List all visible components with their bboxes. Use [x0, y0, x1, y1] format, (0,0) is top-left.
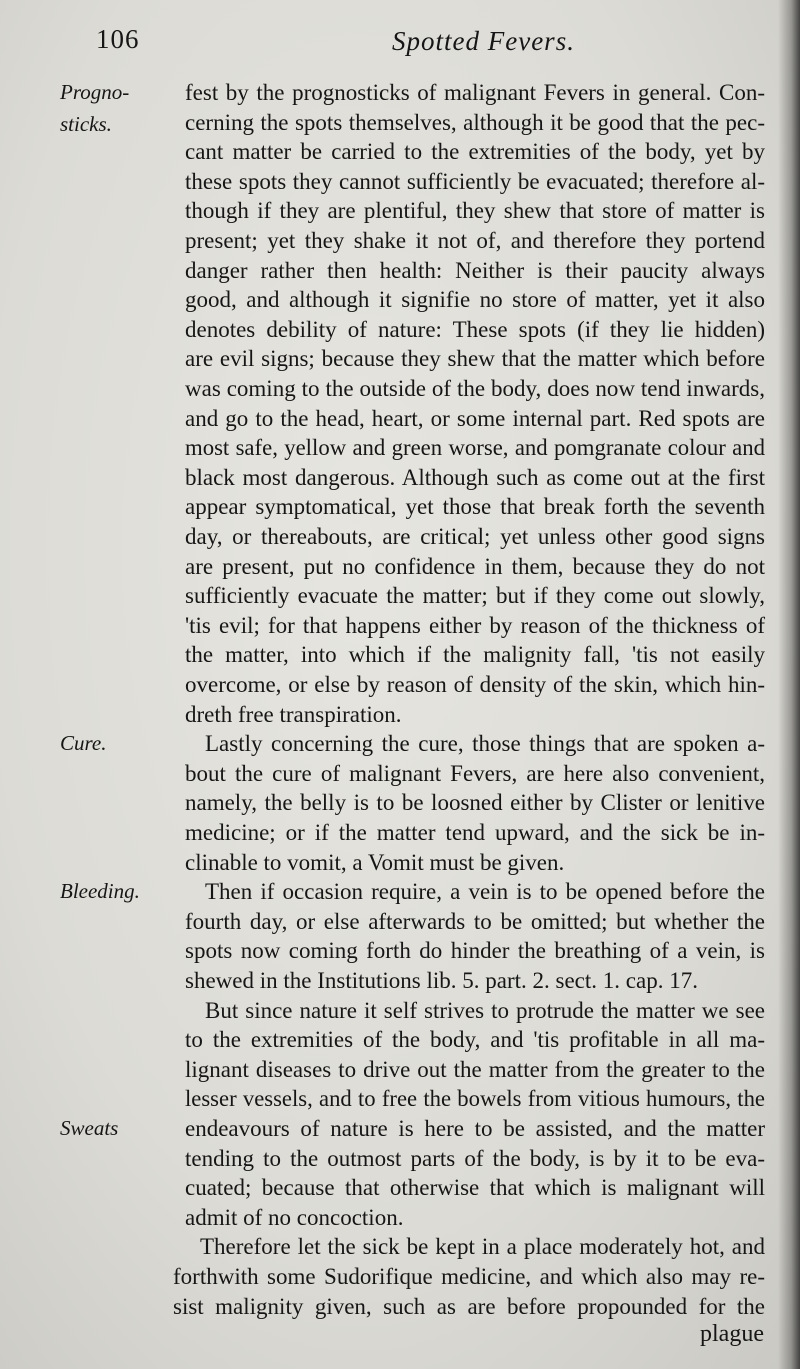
text-line: namely, the belly is to be loosned either by Clister or lenitive	[185, 790, 765, 816]
text-line: are present, put no confidence in them, because they do not	[185, 553, 765, 579]
text-line: Then if occasion require, a vein is to be opened before the	[205, 879, 765, 905]
page-header	[0, 24, 800, 64]
text-line: denotes debility of nature: These spots (if they lie hidden)	[185, 316, 765, 342]
text-line: sufficiently evacuate the matter; but if they come out slowly,	[185, 583, 765, 609]
page-edge-shadow	[778, 0, 800, 1369]
text-line: shewed in the Institutions lib. 5. part. 2. sect. 1. cap. 17.	[185, 968, 698, 993]
text-line: are evil signs; because they shew that the matter which before	[185, 346, 765, 372]
text-line: danger rather then health: Neither is their paucity always	[185, 257, 765, 283]
text-line: lesser vessels, and to free the bowels from vitious humours, the	[185, 1086, 765, 1112]
text-line: spots now coming forth do hinder the breathing of a vein, is	[185, 938, 765, 964]
text-line: lignant diseases to drive out the matter from the greater to the	[185, 1056, 765, 1082]
text-line: the matter, into which if the malignity fall, 'tis not easily	[185, 642, 765, 668]
text-line: Lastly concerning the cure, those things that are spoken a-	[205, 731, 765, 757]
margin-note-bleeding: Bleeding.	[60, 879, 140, 904]
text-line: cerning the spots themselves, although it be good that the pec-	[185, 109, 765, 135]
text-line: 'tis evil; for that happens either by reason of the thickness of	[185, 612, 765, 638]
text-line: fourth day, or else afterwards to be omitted; but whether the	[185, 908, 765, 934]
text-line: was coming to the outside of the body, does now tend inwards,	[185, 376, 765, 401]
margin-note-cure: Cure.	[60, 731, 107, 756]
text-line: forthwith some Sudorifique medicine, and which also may re-	[173, 1264, 765, 1289]
catchword: plague	[700, 1321, 764, 1348]
margin-note-prognosticks-1: Progno-	[60, 80, 130, 104]
text-line: cant matter be carried to the extremities of the body, yet by	[185, 139, 765, 165]
text-line: good, and although it signifie no store of matter, yet it also	[185, 287, 765, 313]
text-line: most safe, yellow and green worse, and pomgranate colour and	[185, 435, 765, 461]
text-line: tending to the outmost parts of the body, is by it to be eva-	[185, 1145, 765, 1171]
text-line: Therefore let the sick be kept in a place moderately hot, and	[200, 1234, 765, 1260]
text-line: day, or thereabouts, are critical; yet unless other good signs	[185, 524, 765, 549]
text-line: though if they are plentiful, they shew that store of matter is	[185, 198, 765, 224]
text-line: and go to the head, heart, or some internal part. Red spots are	[185, 405, 765, 431]
running-head: Spotted Fevers.	[392, 26, 575, 56]
text-line: appear symptomatical, yet those that break forth the seventh	[185, 494, 765, 520]
text-line: overcome, or else by reason of density of the skin, which hin-	[185, 672, 765, 697]
text-line: clinable to vomit, a Vomit must be given.	[185, 849, 565, 875]
text-line: to the extremities of the body, and 'tis profitable in all ma-	[185, 1027, 765, 1053]
text-line: dreth free transpiration.	[185, 701, 402, 727]
text-line: these spots they cannot sufficiently be evacuated; therefore al-	[185, 168, 765, 194]
margin-note-sweats: Sweats	[60, 1116, 119, 1140]
text-line: bout the cure of malignant Fevers, are here also convenient,	[185, 760, 765, 786]
text-line: fest by the prognosticks of malignant Fevers in general. Con-	[185, 80, 765, 105]
text-line: cuated; because that otherwise that which is malignant will	[185, 1175, 765, 1201]
margin-note-prognosticks-2: sticks.	[60, 111, 112, 136]
text-line: present; yet they shake it not of, and therefore they portend	[185, 228, 765, 253]
text-line: endeavours of nature is here to be assisted, and the matter	[185, 1116, 765, 1141]
text-line: black most dangerous. Although such as come out at the first	[185, 464, 765, 490]
page-number: 106	[96, 24, 140, 54]
text-line: But since nature it self strives to protrude the matter we see	[205, 997, 765, 1023]
text-line: medicine; or if the matter tend upward, and the sick be in-	[185, 820, 765, 845]
text-line: sist malignity given, such as are before propounded for the	[173, 1293, 765, 1319]
text-line: admit of no concoction.	[185, 1204, 404, 1230]
